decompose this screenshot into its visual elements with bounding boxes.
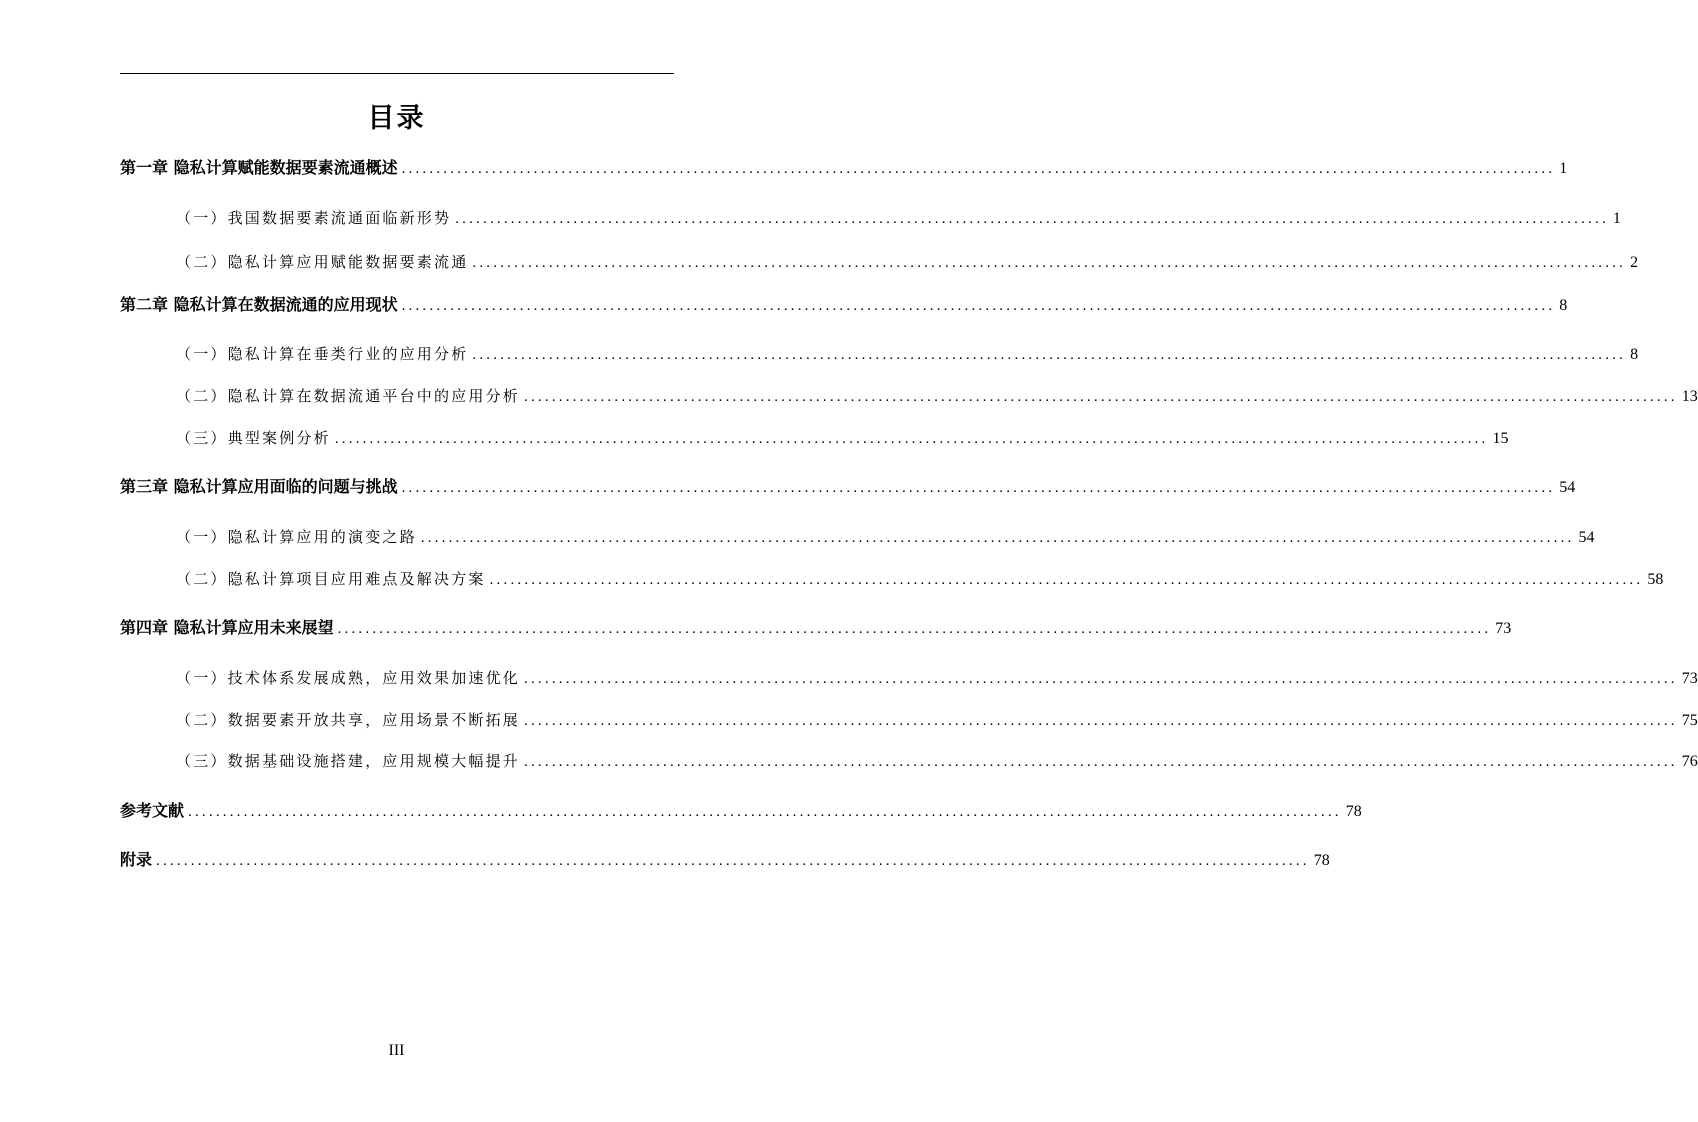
toc-entry[interactable] <box>176 204 1621 228</box>
dot-leader: ...................................................................................................................................................................... <box>524 713 1678 729</box>
header-rule <box>120 73 674 74</box>
toc-entry-page: 58 <box>1647 571 1664 588</box>
toc-entry-page: 75 <box>1681 712 1698 729</box>
toc-entry-label: （一）技术体系发展成熟，应用效果加速优化 <box>176 669 521 687</box>
toc-entry-page: 1 <box>1612 210 1621 227</box>
toc-entry-page: 78 <box>1313 852 1330 869</box>
toc-entry-page: 54 <box>1559 479 1576 496</box>
dot-leader: ...................................................................................................................................................................... <box>337 621 1492 637</box>
dot-leader: ...................................................................................................................................................................... <box>524 671 1678 687</box>
page-title: 目录 <box>367 103 426 134</box>
toc-entry[interactable] <box>120 473 1576 497</box>
toc-entry-label: 第四章 隐私计算应用未来展望 <box>120 618 334 637</box>
toc-entry-label: （三）数据基础设施搭建，应用规模大幅提升 <box>176 752 521 770</box>
toc-entry-page: 2 <box>1630 254 1639 271</box>
toc-entry[interactable] <box>120 291 1568 315</box>
toc-entry[interactable] <box>176 565 1664 589</box>
toc-entry-label: （二）数据要素开放共享，应用场景不断拓展 <box>176 711 521 729</box>
toc-entry[interactable] <box>176 523 1595 547</box>
dot-leader: ...................................................................................................................................................................... <box>401 480 1556 496</box>
toc-entry-page: 8 <box>1559 297 1568 314</box>
dot-leader: ...................................................................................................................................................................... <box>420 530 1575 546</box>
toc-entry[interactable] <box>176 424 1509 448</box>
dot-leader: ...................................................................................................................................................................... <box>455 211 1609 227</box>
footer-page-number: III <box>388 1042 405 1059</box>
toc-entry[interactable] <box>176 706 1698 730</box>
dot-leader: ...................................................................................................................................................................... <box>334 431 1489 447</box>
dot-leader: ...................................................................................................................................................................... <box>188 804 1342 820</box>
dot-leader: ...................................................................................................................................................................... <box>401 161 1556 177</box>
toc-entry-page: 78 <box>1345 803 1362 820</box>
toc-entry-page: 73 <box>1681 670 1698 687</box>
toc-entry-label: （三）典型案例分析 <box>176 429 331 447</box>
toc-entry-label: （二）隐私计算项目应用难点及解决方案 <box>176 570 486 588</box>
toc-entry[interactable] <box>120 846 1330 870</box>
toc-entry-page: 13 <box>1681 388 1698 405</box>
toc-entry-page: 76 <box>1681 753 1698 770</box>
toc-entry[interactable] <box>120 614 1512 638</box>
toc-entry-label: 参考文献 <box>120 801 185 820</box>
toc-entry-page: 73 <box>1495 620 1512 637</box>
toc-entry[interactable] <box>176 340 1639 364</box>
toc-entry[interactable] <box>176 747 1698 771</box>
toc-entry-label: 第一章 隐私计算赋能数据要素流通概述 <box>120 158 398 177</box>
dot-leader: ...................................................................................................................................................................... <box>156 853 1310 869</box>
dot-leader: ...................................................................................................................................................................... <box>401 298 1556 314</box>
toc-entry-label: （二）隐私计算应用赋能数据要素流通 <box>176 253 469 271</box>
toc-entry[interactable] <box>176 248 1639 272</box>
toc-entry-page: 54 <box>1578 529 1595 546</box>
toc-entry-label: （一）隐私计算在垂类行业的应用分析 <box>176 345 469 363</box>
toc-entry-label: （二）隐私计算在数据流通平台中的应用分析 <box>176 387 521 405</box>
toc-entry[interactable] <box>120 154 1568 178</box>
dot-leader: ...................................................................................................................................................................... <box>472 347 1627 363</box>
dot-leader: ...................................................................................................................................................................... <box>524 389 1678 405</box>
toc-entry-page: 8 <box>1630 346 1639 363</box>
toc-entry-label: （一）我国数据要素流通面临新形势 <box>176 209 452 227</box>
toc-entry[interactable] <box>176 664 1698 688</box>
toc-entry-label: 第三章 隐私计算应用面临的问题与挑战 <box>120 477 398 496</box>
toc-entry-page: 1 <box>1559 160 1568 177</box>
dot-leader: ...................................................................................................................................................................... <box>472 255 1627 271</box>
toc-entry-label: 附录 <box>120 850 153 869</box>
toc-entry-label: 第二章 隐私计算在数据流通的应用现状 <box>120 295 398 314</box>
dot-leader: ...................................................................................................................................................................... <box>489 572 1644 588</box>
toc-entry-page: 15 <box>1492 430 1509 447</box>
toc-entry[interactable] <box>176 382 1698 406</box>
toc-entry[interactable] <box>120 797 1362 821</box>
dot-leader: ...................................................................................................................................................................... <box>524 754 1678 770</box>
toc-entry-label: （一）隐私计算应用的演变之路 <box>176 528 417 546</box>
